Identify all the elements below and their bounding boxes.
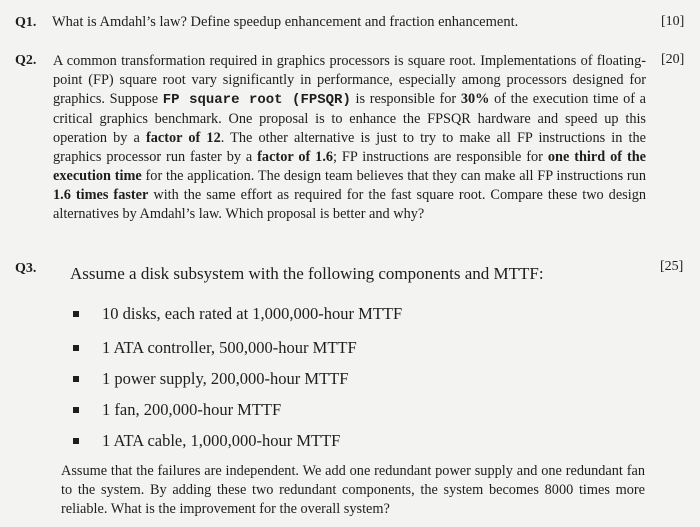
q2-text-segment: . The other alternative is just to try to make all FP instructions in the graphics processor run faster by a [53,130,646,165]
q3-bullet-text: 1 ATA controller, 500,000-hour MTTF [102,338,357,357]
q2-text-segment: of the execution time of a critical graphics benchmark. One proposal is to enhance the FPSQR hardware and speed up this operation by a [53,91,646,146]
q2-text-segment: A common transformation required in graphics processors is square root. Implementations of floating-point (FP) square root vary significantly in performance, especially among processors designed for graphics. Suppose [53,53,646,107]
q2-bold-segment: factor of 1.6 [257,149,334,165]
q3-bullet-item [73,431,340,451]
q1-text: What is Amdahl’s law? Define speedup enhancement and fraction enhancement. [52,14,519,30]
q3-bullet-text: 1 power supply, 200,000-hour MTTF [102,369,349,388]
q3-bullet-item [73,304,402,324]
q3-bullet-item [73,338,357,358]
q2-text-segment: is responsible for [350,91,461,107]
q2-bold-segment: 30% [460,91,490,107]
q3-bullet-text: 10 disks, each rated at 1,000,000-hour MTTF [102,304,403,323]
q2-text-segment: with the same effort as required for the fast square root. Compare these two design alternatives by Amdahl’s law. Which proposal is better and why? [53,187,647,222]
bullet-square-icon [73,407,79,413]
q3-bullet-item [73,400,281,420]
q3-marks: [25] [660,259,684,274]
q3-bullet-text: 1 ATA cable, 1,000,000-hour MTTF [102,431,341,450]
q2-bold-segment: FP square root (FPSQR) [162,92,351,108]
q1-number: Q1. [15,15,37,30]
bullet-square-icon [73,438,79,444]
bullet-square-icon [73,311,79,317]
q3-bullet-text: 1 fan, 200,000-hour MTTF [102,400,282,419]
q3-tail-text: Assume that the failures are independent. We add one redundant power supply and one redundant fan to the system. By adding these two redundant components, the system becomes 8000 times more reliable. What is the improvement for the overall system? [61,463,645,517]
q2-bold-segment: factor of 12 [146,130,221,146]
q2-bold-segment: 1.6 times faster [53,187,149,203]
q3-number: Q3. [15,261,37,276]
q3-bullet-item [73,369,348,389]
q2-marks: [20] [661,52,685,67]
bullet-square-icon [73,376,79,382]
bullet-square-icon [73,345,79,351]
q2-number: Q2. [15,53,37,68]
q2-text-segment: for the application. The design team believes that they can make all FP instructions run [141,168,646,184]
q1-marks: [10] [661,14,685,29]
q3-lead: Assume a disk subsystem with the following components and MTTF: [70,264,544,283]
q2-text [53,52,646,224]
q2-text-segment: ; FP instructions are responsible for [333,149,548,165]
q2-bold-segment: one third of the execution time [53,149,647,184]
